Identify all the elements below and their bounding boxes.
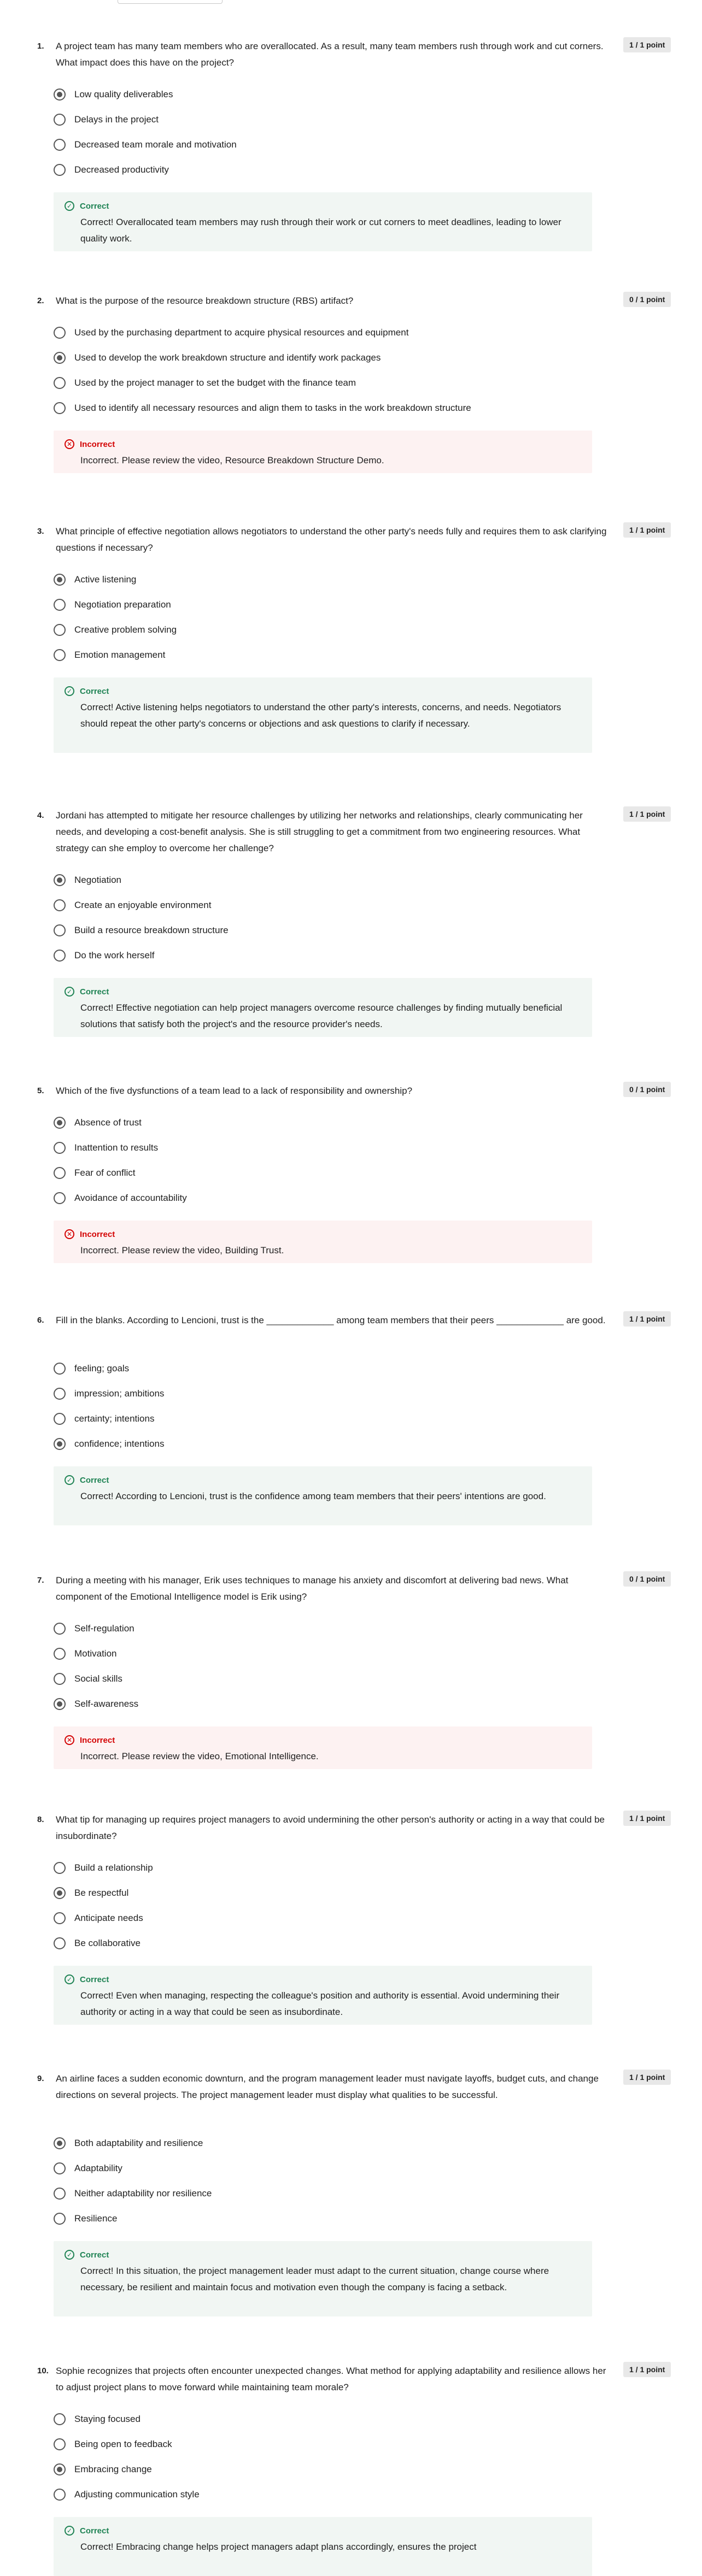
check-circle-icon: ✓ [65, 987, 74, 997]
answer-options [54, 1110, 600, 1211]
option-label: Build a resource breakdown structure [74, 925, 229, 935]
radio-icon[interactable] [54, 899, 66, 911]
answer-option[interactable] [54, 1135, 600, 1160]
feedback-header [65, 1734, 581, 1746]
answer-option[interactable] [54, 1186, 600, 1211]
question-text: What tip for managing up requires project managers to avoid undermining the other person's authority or acting in a way that could be insubordinate? [56, 1814, 605, 1841]
question-number: 6. [37, 1316, 44, 1325]
radio-selected-icon[interactable] [54, 352, 66, 364]
answer-options [54, 1855, 600, 1956]
answer-option[interactable] [54, 107, 600, 132]
question-text: Sophie recognizes that projects often encounter unexpected changes. What method for applying adaptability and resilience allows her to adjust project plans to move forward while maintaining team morale? [56, 2366, 606, 2392]
answer-option[interactable] [54, 868, 600, 893]
points-badge: 1 / 1 point [623, 806, 671, 822]
option-label: Used by the purchasing department to acquire physical resources and equipment [74, 327, 409, 338]
option-label: Negotiation preparation [74, 599, 171, 610]
feedback-status: Correct [80, 201, 109, 211]
answer-options [54, 2131, 600, 2231]
radio-icon[interactable] [54, 1388, 66, 1400]
radio-icon[interactable] [54, 1912, 66, 1924]
points-badge: 1 / 1 point [623, 2362, 671, 2377]
option-label: confidence; intentions [74, 1439, 165, 1449]
answer-option[interactable] [54, 320, 600, 345]
option-label: Self-regulation [74, 1623, 134, 1634]
answer-option[interactable] [54, 1641, 600, 1666]
points-badge: 0 / 1 point [623, 1082, 671, 1097]
answer-option[interactable] [54, 1931, 600, 1956]
question-number: 1. [37, 42, 44, 51]
feedback-status: Correct [80, 1475, 109, 1485]
option-label: Create an enjoyable environment [74, 900, 212, 910]
question-header [37, 1572, 666, 1616]
answer-option[interactable] [54, 1160, 600, 1186]
feedback-panel [54, 1466, 592, 1525]
points-badge: 1 / 1 point [623, 1811, 671, 1826]
answer-option[interactable] [54, 2131, 600, 2156]
feedback-text: Correct! In this situation, the project management leader must adapt to the current situation, change course where necessary, be resilient and maintain focus and motivation even though the company is facing a setback. [80, 2266, 549, 2292]
answer-options [54, 868, 600, 968]
radio-icon[interactable] [54, 1673, 66, 1685]
question-number: 7. [37, 1576, 44, 1585]
radio-icon[interactable] [54, 402, 66, 414]
question-number: 9. [37, 2074, 44, 2083]
answer-option[interactable] [54, 943, 600, 968]
answer-option[interactable] [54, 1406, 600, 1431]
feedback-header [65, 986, 581, 998]
answer-option[interactable] [54, 1666, 600, 1691]
option-label: Self-awareness [74, 1699, 139, 1709]
question-header [37, 38, 666, 82]
points-badge: 1 / 1 point [623, 1311, 671, 1327]
option-label: Used by the project manager to set the budget with the finance team [74, 378, 356, 388]
x-circle-icon: ✕ [65, 1229, 74, 1239]
radio-selected-icon[interactable] [54, 1698, 66, 1710]
option-label: Build a relationship [74, 1862, 153, 1873]
radio-selected-icon[interactable] [54, 1887, 66, 1899]
radio-selected-icon[interactable] [54, 874, 66, 886]
radio-icon[interactable] [54, 377, 66, 389]
radio-icon[interactable] [54, 2489, 66, 2501]
option-label: impression; ambitions [74, 1388, 165, 1399]
answer-options [54, 1356, 600, 1457]
option-label: Being open to feedback [74, 2439, 172, 2449]
check-circle-icon: ✓ [65, 686, 74, 696]
radio-icon[interactable] [54, 1937, 66, 1949]
feedback-text: Correct! Even when managing, respecting the colleague's position and authority is essential. Avoid undermining their authority or acting in a way that could be seen as insubordinate. [80, 1990, 560, 2017]
question-number: 4. [37, 811, 44, 820]
option-label: Avoidance of accountability [74, 1193, 187, 1203]
radio-selected-icon[interactable] [54, 574, 66, 586]
feedback-text: Incorrect. Please review the video, Building Trust. [80, 1245, 284, 1255]
option-label: Resilience [74, 2213, 118, 2224]
feedback-header [65, 1228, 581, 1240]
question-number: 2. [37, 296, 44, 305]
feedback-text: Incorrect. Please review the video, Emotional Intelligence. [80, 1751, 319, 1761]
option-label: Decreased productivity [74, 164, 169, 175]
radio-icon[interactable] [54, 139, 66, 151]
radio-icon[interactable] [54, 1413, 66, 1425]
feedback-header [65, 438, 581, 450]
option-label: Both adaptability and resilience [74, 2138, 203, 2148]
answer-option[interactable] [54, 918, 600, 943]
radio-icon[interactable] [54, 2162, 66, 2174]
question-text: What principle of effective negotiation allows negotiators to understand the other party's needs fully and requires them to ask clarifying questions if necessary? [56, 526, 607, 553]
answer-option[interactable] [54, 567, 600, 592]
radio-selected-icon[interactable] [54, 2463, 66, 2475]
option-label: Anticipate needs [74, 1913, 143, 1923]
radio-icon[interactable] [54, 1648, 66, 1660]
question-text: An airline faces a sudden economic downturn, and the program management leader must navigate layoffs, budget cuts, and change directions on several projects. The project management leader must display what qualities to be successful. [56, 2073, 599, 2100]
option-label: Social skills [74, 1673, 122, 1684]
option-label: Be collaborative [74, 1938, 141, 1948]
question-header [37, 2071, 666, 2114]
check-circle-icon: ✓ [65, 2526, 74, 2536]
feedback-status: Correct [80, 686, 109, 696]
feedback-status: Correct [80, 1974, 109, 1984]
answer-option[interactable] [54, 1381, 600, 1406]
option-label: Staying focused [74, 2414, 141, 2424]
answer-option[interactable] [54, 1616, 600, 1641]
answer-option[interactable] [54, 1431, 600, 1457]
question-number: 5. [37, 1086, 44, 1095]
radio-icon[interactable] [54, 1167, 66, 1179]
radio-icon[interactable] [54, 164, 66, 176]
points-badge: 1 / 1 point [623, 2070, 671, 2085]
option-label: Emotion management [74, 650, 166, 660]
option-label: Used to develop the work breakdown structure and identify work packages [74, 352, 381, 363]
radio-selected-icon[interactable] [54, 1117, 66, 1129]
radio-icon[interactable] [54, 924, 66, 936]
option-label: Absence of trust [74, 1117, 142, 1128]
radio-icon[interactable] [54, 649, 66, 661]
question-header [37, 1812, 666, 1855]
answer-option[interactable] [54, 2432, 600, 2457]
feedback-panel [54, 978, 592, 1037]
check-circle-icon: ✓ [65, 201, 74, 211]
question-text: Which of the five dysfunctions of a team lead to a lack of responsibility and ownership? [56, 1086, 413, 1096]
radio-selected-icon[interactable] [54, 1438, 66, 1450]
feedback-status: Correct [80, 987, 109, 997]
answer-option[interactable] [54, 1691, 600, 1717]
question-number: 3. [37, 527, 44, 536]
feedback-panel [54, 1726, 592, 1769]
radio-icon[interactable] [54, 1363, 66, 1375]
question-header [37, 523, 666, 567]
answer-option[interactable] [54, 642, 600, 668]
radio-icon[interactable] [54, 2413, 66, 2425]
option-label: Active listening [74, 574, 137, 585]
answer-option[interactable] [54, 1881, 600, 1906]
points-badge: 1 / 1 point [623, 37, 671, 52]
feedback-text: Correct! According to Lencioni, trust is the confidence among team members that their peers' intentions are good. [80, 1491, 546, 1501]
x-circle-icon: ✕ [65, 1735, 74, 1745]
radio-icon[interactable] [54, 624, 66, 636]
feedback-header [65, 2249, 581, 2261]
answer-option[interactable] [54, 893, 600, 918]
answer-options [54, 567, 600, 668]
option-label: Used to identify all necessary resources and align them to tasks in the work breakdown structure [74, 403, 471, 413]
radio-icon[interactable] [54, 2188, 66, 2200]
answer-options [54, 1616, 600, 1717]
answer-options [54, 320, 600, 421]
feedback-status: Correct [80, 2250, 109, 2260]
check-circle-icon: ✓ [65, 1974, 74, 1984]
answer-option[interactable] [54, 2407, 600, 2432]
question-number: 8. [37, 1815, 44, 1824]
feedback-panel [54, 192, 592, 251]
radio-icon[interactable] [54, 599, 66, 611]
option-label: Decreased team morale and motivation [74, 139, 237, 150]
feedback-status: Incorrect [80, 1229, 115, 1239]
radio-icon[interactable] [54, 1192, 66, 1204]
radio-icon[interactable] [54, 2213, 66, 2225]
question-text: Jordani has attempted to mitigate her resource challenges by utilizing her networks and relationships, clearly communicating her needs, and developing a cost-benefit analysis. She is still struggling to get a commitment from two engineering resources. What strategy can she employ to overcome her challenge? [56, 810, 583, 853]
feedback-status: Correct [80, 2526, 109, 2536]
answer-option[interactable] [54, 2181, 600, 2206]
question-header [37, 1312, 666, 1356]
radio-selected-icon[interactable] [54, 2137, 66, 2149]
answer-option[interactable] [54, 2156, 600, 2181]
option-label: Motivation [74, 1648, 117, 1659]
feedback-header [65, 685, 581, 697]
answer-options [54, 82, 600, 182]
check-circle-icon: ✓ [65, 2250, 74, 2260]
feedback-text: Correct! Overallocated team members may rush through their work or cut corners to meet deadlines, leading to lower quality work. [80, 217, 561, 244]
radio-selected-icon[interactable] [54, 89, 66, 101]
answer-option[interactable] [54, 1906, 600, 1931]
feedback-panel [54, 677, 592, 753]
points-badge: 1 / 1 point [623, 522, 671, 538]
feedback-text: Correct! Active listening helps negotiators to understand the other party's interests, concerns, and needs. Negotiators should repeat the other party's concerns or objections and ask questions to clarify if necessary. [80, 702, 561, 729]
check-circle-icon: ✓ [65, 1475, 74, 1485]
question-header [37, 2363, 666, 2407]
answer-option[interactable] [54, 2206, 600, 2231]
feedback-panel [54, 2517, 592, 2576]
answer-option[interactable] [54, 1356, 600, 1381]
feedback-text: Correct! Embracing change helps project managers adapt plans accordingly, ensures the project [80, 2542, 477, 2552]
answer-option[interactable] [54, 370, 600, 396]
answer-option[interactable] [54, 1110, 600, 1135]
question-text: During a meeting with his manager, Erik uses techniques to manage his anxiety and discomfort at delivering bad news. What component of the Emotional Intelligence model is Erik using? [56, 1575, 569, 1602]
feedback-header [65, 200, 581, 212]
feedback-header [65, 1474, 581, 1486]
answer-option[interactable] [54, 1855, 600, 1881]
option-label: Inattention to results [74, 1142, 159, 1153]
question-text: A project team has many team members who are overallocated. As a result, many team members rush through work and cut corners. What impact does this have on the project? [56, 41, 604, 68]
option-label: Embracing change [74, 2464, 152, 2474]
answer-option[interactable] [54, 2482, 600, 2507]
radio-icon[interactable] [54, 1142, 66, 1154]
feedback-panel [54, 1966, 592, 2025]
feedback-text: Incorrect. Please review the video, Resource Breakdown Structure Demo. [80, 455, 384, 465]
option-label: Do the work herself [74, 950, 155, 960]
feedback-header [65, 2525, 581, 2537]
answer-option[interactable] [54, 2457, 600, 2482]
answer-option[interactable] [54, 132, 600, 157]
question-header [37, 807, 666, 851]
option-label: certainty; intentions [74, 1413, 155, 1424]
option-label: Negotiation [74, 875, 122, 885]
points-badge: 0 / 1 point [623, 292, 671, 307]
option-label: Be respectful [74, 1888, 129, 1898]
feedback-status: Incorrect [80, 439, 115, 449]
radio-icon[interactable] [54, 950, 66, 962]
answer-option[interactable] [54, 592, 600, 617]
answer-option[interactable] [54, 345, 600, 370]
feedback-panel [54, 431, 592, 473]
option-label: Adaptability [74, 2163, 122, 2173]
option-label: Adjusting communication style [74, 2489, 200, 2500]
option-label: Fear of conflict [74, 1168, 136, 1178]
question-text: Fill in the blanks. According to Lencioni, trust is the _____________ among team members that their peers _____________ are good. [56, 1315, 606, 1325]
answer-option[interactable] [54, 82, 600, 107]
option-label: Creative problem solving [74, 624, 177, 635]
feedback-header [65, 1973, 581, 1985]
radio-icon[interactable] [54, 327, 66, 339]
question-number: 10. [37, 2366, 49, 2375]
option-label: feeling; goals [74, 1363, 130, 1374]
feedback-panel [54, 2241, 592, 2316]
radio-icon[interactable] [54, 1623, 66, 1635]
answer-option[interactable] [54, 617, 600, 642]
x-circle-icon: ✕ [65, 439, 74, 449]
answer-options [54, 2407, 600, 2507]
radio-icon[interactable] [54, 1862, 66, 1874]
points-badge: 0 / 1 point [623, 1571, 671, 1587]
option-label: Low quality deliverables [74, 89, 173, 99]
feedback-panel [54, 1221, 592, 1263]
feedback-status: Incorrect [80, 1735, 115, 1745]
question-text: What is the purpose of the resource breakdown structure (RBS) artifact? [56, 296, 354, 306]
answer-option[interactable] [54, 157, 600, 182]
radio-icon[interactable] [54, 2438, 66, 2450]
option-label: Delays in the project [74, 114, 159, 125]
option-label: Neither adaptability nor resilience [74, 2188, 212, 2198]
answer-option[interactable] [54, 396, 600, 421]
feedback-text: Correct! Effective negotiation can help project managers overcome resource challenges by finding mutually beneficial solutions that satisfy both the project's and the resource provider's needs. [80, 1003, 563, 1029]
radio-icon[interactable] [54, 114, 66, 126]
top-toolbar-edge [118, 0, 223, 4]
